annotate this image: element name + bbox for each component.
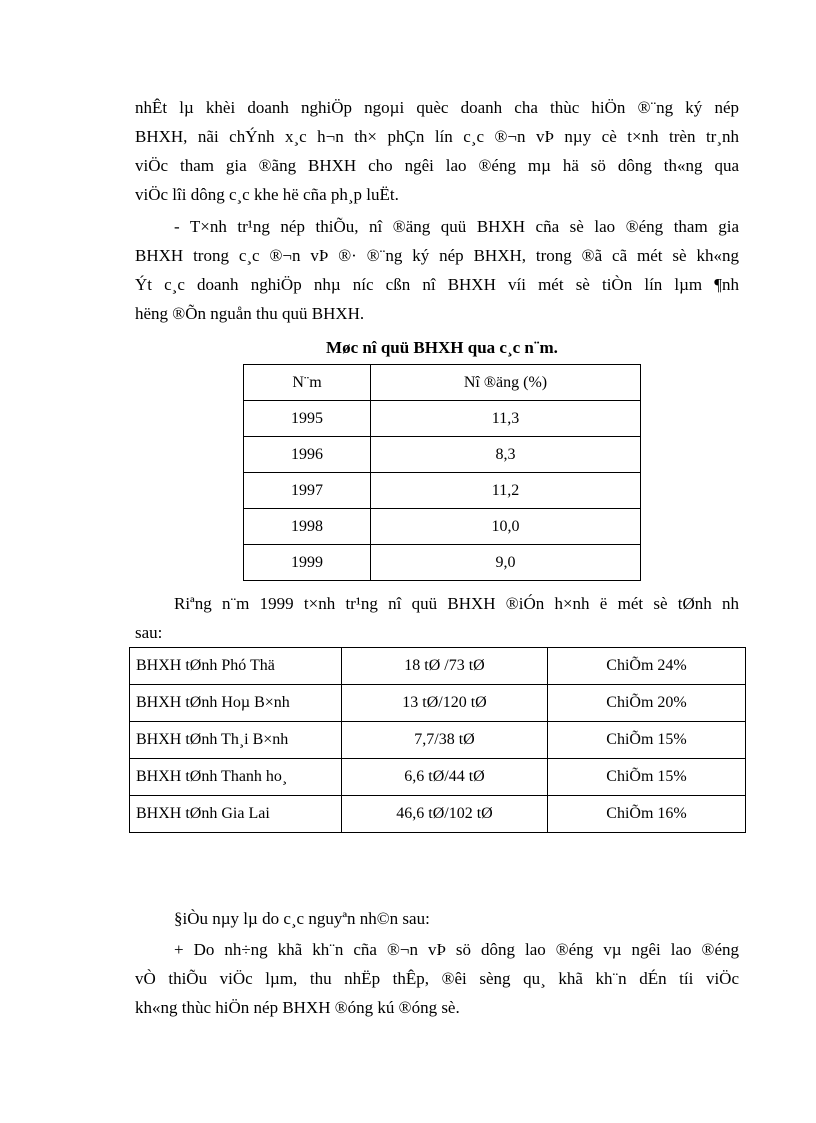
table-caption: Møc nî quü BHXH qua c¸c n¨m. xyxy=(326,338,558,357)
cell-year: 1995 xyxy=(244,401,371,437)
cell-year: 1997 xyxy=(244,473,371,509)
cell-debt: 9,0 xyxy=(371,545,641,581)
table-row xyxy=(130,648,746,685)
cell-year: 1998 xyxy=(244,509,371,545)
text-line: Riªng n¨m 1999 t×nh tr¹ng nî quü BHXH ®iÓn h×nh ë mét sè tØnh nh xyxy=(174,594,739,613)
cell-year: 1996 xyxy=(244,437,371,473)
cell-province: BHXH tØnh Thanh ho¸ xyxy=(130,759,342,796)
cell-debt: 8,3 xyxy=(371,437,641,473)
text-line: - T×nh tr¹ng nép thiÕu, nî ®äng quü BHXH cña sè lao ®éng tham gia xyxy=(174,217,739,236)
cell-share: ChiÕm 16% xyxy=(548,796,746,833)
text-line: kh«ng thùc hiÖn nép BHXH ®óng kú ®óng sè. xyxy=(135,998,460,1017)
text-line: vÒ thiÕu viÖc lµm, thu nhËp thÊp, ®êi sèng qu¸ khã kh¨n dÉn tíi viÖc xyxy=(135,969,739,988)
table-row xyxy=(130,796,746,833)
text-line: BHXH, nãi chÝnh x¸c h¬n th× phÇn lín c¸c ®¬n vÞ nµy cè t×nh trèn tr¸nh xyxy=(135,127,739,146)
paragraph-3 xyxy=(135,589,739,647)
text-line: viÖc lîi dông c¸c khe hë cña ph¸p luËt. xyxy=(135,185,399,204)
text-line: BHXH trong c¸c ®¬n vÞ ®· ®¨ng ký nép BHXH, trong ®ã cã mét sè kh«ng xyxy=(135,246,739,265)
cell-amount: 13 tØ/120 tØ xyxy=(342,685,548,722)
column-header-debt: Nî ®äng (%) xyxy=(371,365,641,401)
paragraph-4 xyxy=(135,904,739,933)
paragraph-2 xyxy=(135,212,739,328)
table-row xyxy=(130,759,746,796)
cell-amount: 18 tØ /73 tØ xyxy=(342,648,548,685)
debt-by-year-table xyxy=(243,364,641,581)
cell-province: BHXH tØnh Th¸i B×nh xyxy=(130,722,342,759)
cell-debt: 10,0 xyxy=(371,509,641,545)
text-line: viÖc tham gia ®ãng BHXH cho ngêi lao ®éng mµ hä sö dông th«ng qua xyxy=(135,156,739,175)
cell-debt: 11,3 xyxy=(371,401,641,437)
paragraph-1 xyxy=(135,93,739,209)
cell-amount: 6,6 tØ/44 tØ xyxy=(342,759,548,796)
table-row xyxy=(244,509,641,545)
table-row xyxy=(130,685,746,722)
cell-province: BHXH tØnh Hoµ B×nh xyxy=(130,685,342,722)
text-line: + Do nh÷ng khã kh¨n cña ®¬n vÞ sö dông lao ®éng vµ ngêi lao ®éng xyxy=(174,940,739,959)
text-line: §iÒu nµy lµ do c¸c nguyªn nh©n sau: xyxy=(174,909,430,928)
cell-share: ChiÕm 24% xyxy=(548,648,746,685)
cell-amount: 7,7/38 tØ xyxy=(342,722,548,759)
cell-share: ChiÕm 15% xyxy=(548,759,746,796)
text-line: hëng ®Õn nguån thu quü BHXH. xyxy=(135,304,365,323)
cell-province: BHXH tØnh Phó Thä xyxy=(130,648,342,685)
cell-debt: 11,2 xyxy=(371,473,641,509)
cell-share: ChiÕm 15% xyxy=(548,722,746,759)
cell-year: 1999 xyxy=(244,545,371,581)
cell-province: BHXH tØnh Gia Lai xyxy=(130,796,342,833)
column-header-year: N¨m xyxy=(244,365,371,401)
cell-share: ChiÕm 20% xyxy=(548,685,746,722)
table-row xyxy=(244,545,641,581)
paragraph-5 xyxy=(135,935,739,1022)
text-line: sau: xyxy=(135,623,163,642)
table-row xyxy=(244,473,641,509)
text-line: Ýt c¸c doanh nghiÖp nhµ níc cßn nî BHXH víi mét sè tiÒn lín lµm ¶nh xyxy=(135,275,739,294)
provincial-debt-table xyxy=(129,647,746,833)
cell-amount: 46,6 tØ/102 tØ xyxy=(342,796,548,833)
table-row xyxy=(130,722,746,759)
table-header-row xyxy=(244,365,641,401)
table-row xyxy=(244,437,641,473)
text-line: nhÊt lµ khèi doanh nghiÖp ngoµi quèc doanh cha thùc hiÖn ®¨ng ký nép xyxy=(135,98,739,117)
table-row xyxy=(244,401,641,437)
